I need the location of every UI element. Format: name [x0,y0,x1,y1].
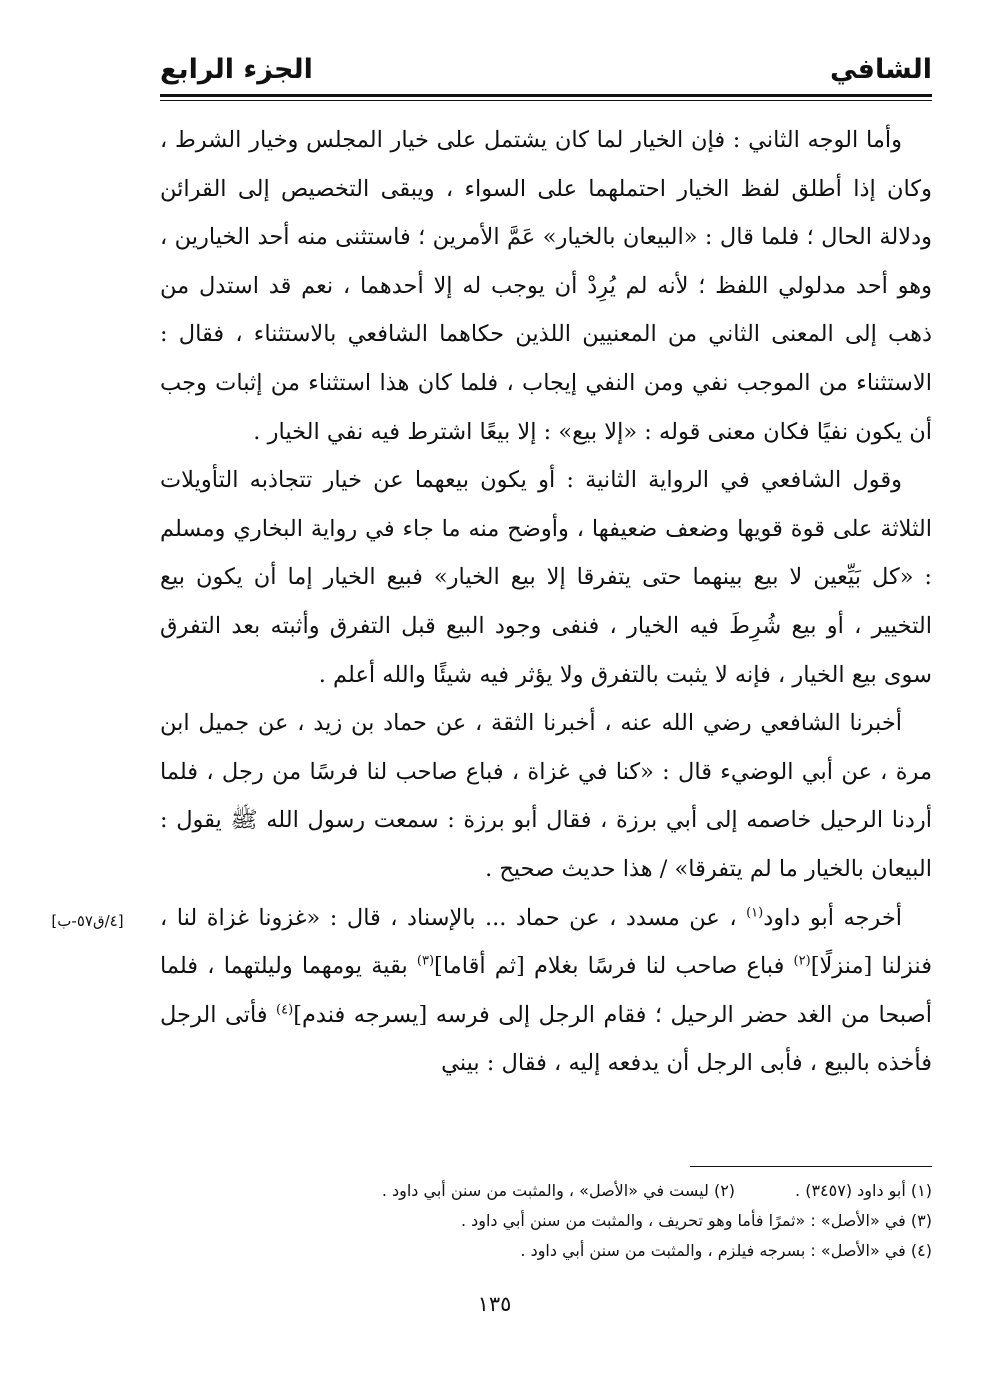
page-number: ١٣٥ [477,1292,512,1316]
paragraph-4-part-e: فأتى الرجل فأخذه بالبيع ، فأبى الرجل أن يدفعه إليه ، فقال : بيني [160,1001,932,1077]
volume-label: الجزء الرابع [160,54,313,85]
footnote-ref-4: (٤) [276,1002,294,1018]
footnotes [160,1176,932,1266]
main-text [160,116,932,1088]
paragraph-4-part-a: أخرجه أبو داود [763,904,902,931]
header-rule-thin [160,100,932,101]
footnote-ref-3: (٣) [416,953,435,969]
running-header [160,52,932,92]
footnote-1: (١) أبو داود (٣٤٥٧) . [795,1181,932,1200]
footnote-ref-2: (٢) [793,953,811,969]
paragraph-3: أخبرنا الشافعي رضي الله عنه ، أخبرنا الثقة ، عن حماد بن زيد ، عن جميل ابن مرة ، عن أبي الوضيء قال : «كنا في غزاة ، فباع صاحب لنا فرسًا من رجل ، فلما أردنا الرحيل خاصمه إلى أبي برزة ، فقال أبو برزة : سمعت رسول الله ﷺ يقول : البيعان بالخيار ما لم يتفرقا» / هذا حديث صحيح . [160,710,932,882]
paragraph-2: وقول الشافعي في الرواية الثانية : أو يكون بيعهما عن خيار تتجاذبه التأويلات الثلاثة على قوة قويها وضعف ضعيفها ، وأوضح منه ما جاء في رواية البخاري ومسلم : «كل بَيِّعين لا بيع بينهما حتى يتفرقا إلا بيع الخيار» فبيع الخيار إما أن يكون بيع التخيير ، أو بيع شُرِطَ فيه الخيار ، فنفى وجود البيع قبل التفرق وأثبته بعد التفرق سوى بيع الخيار ، فإنه لا يثبت بالتفرق ولا يؤثر فيه شيئًا والله أعلم . [160,467,932,688]
paragraph-4-part-b: ، عن مسدد ، عن حماد ... بالإسناد ، قال : «غزونا غزاة لنا ، فنزلنا [منزلًا] [160,904,932,980]
footnote-row-1 [160,1176,932,1206]
footnote-separator [690,1166,932,1167]
footnote-3: (٣) في «الأصل» : «ثمرًا فأما وهو تحريف ، والمثبت من سنن أبي داود . [460,1211,932,1230]
book-title: الشافي [829,54,932,85]
paragraph-4-part-c: فباع صاحب لنا فرسًا بغلام [ثم أقاما] [434,953,794,980]
paragraph-1: وأما الوجه الثاني : فإن الخيار لما كان يشتمل على خيار المجلس وخيار الشرط ، وكان إذا أطلق لفظ الخيار احتملهما على السواء ، ويبقى التخصيص إلى القرائن ودلالة الحال ؛ فلما قال : «البيعان بالخيار» عَمَّ الأمرين ؛ فاستثنى منه أحد الخيارين ، وهو أحد مدلولي اللفظ ؛ لأنه لم يُرِدْ أن يوجب له إلا أحدهما ، نعم قد استدل من ذهب إلى المعنى الثاني من المعنيين اللذين حكاهما الشافعي بالاستثناء ، فقال : الاستثناء من الموجب نفي ومن النفي إيجاب ، فلما كان هذا استثناء من إثبات وجب أن يكون نفيًا فكان معنى قوله : «إلا بيع» : إلا بيعًا اشترط فيه نفي الخيار . [160,127,932,445]
paragraph-4-part-d: بقية يومهما وليلتهما ، فلما أصبحا من الغد حضر الرحيل ؛ فقام الرجل إلى فرسه [يسرجه فندم] [160,953,932,1028]
paragraph-4 [160,894,932,1088]
footnote-ref-1: (١) [746,905,764,920]
footnote-2: (٢) ليست في «الأصل» ، والمثبت من سنن أبي داود . [381,1181,736,1200]
manuscript-folio-note: [٤/ق٥٧-ب] [51,912,124,930]
header-rule-thick [160,94,932,97]
footnote-4: (٤) في «الأصل» : بسرجه فيلزم ، والمثبت من سنن أبي داود . [520,1241,932,1260]
